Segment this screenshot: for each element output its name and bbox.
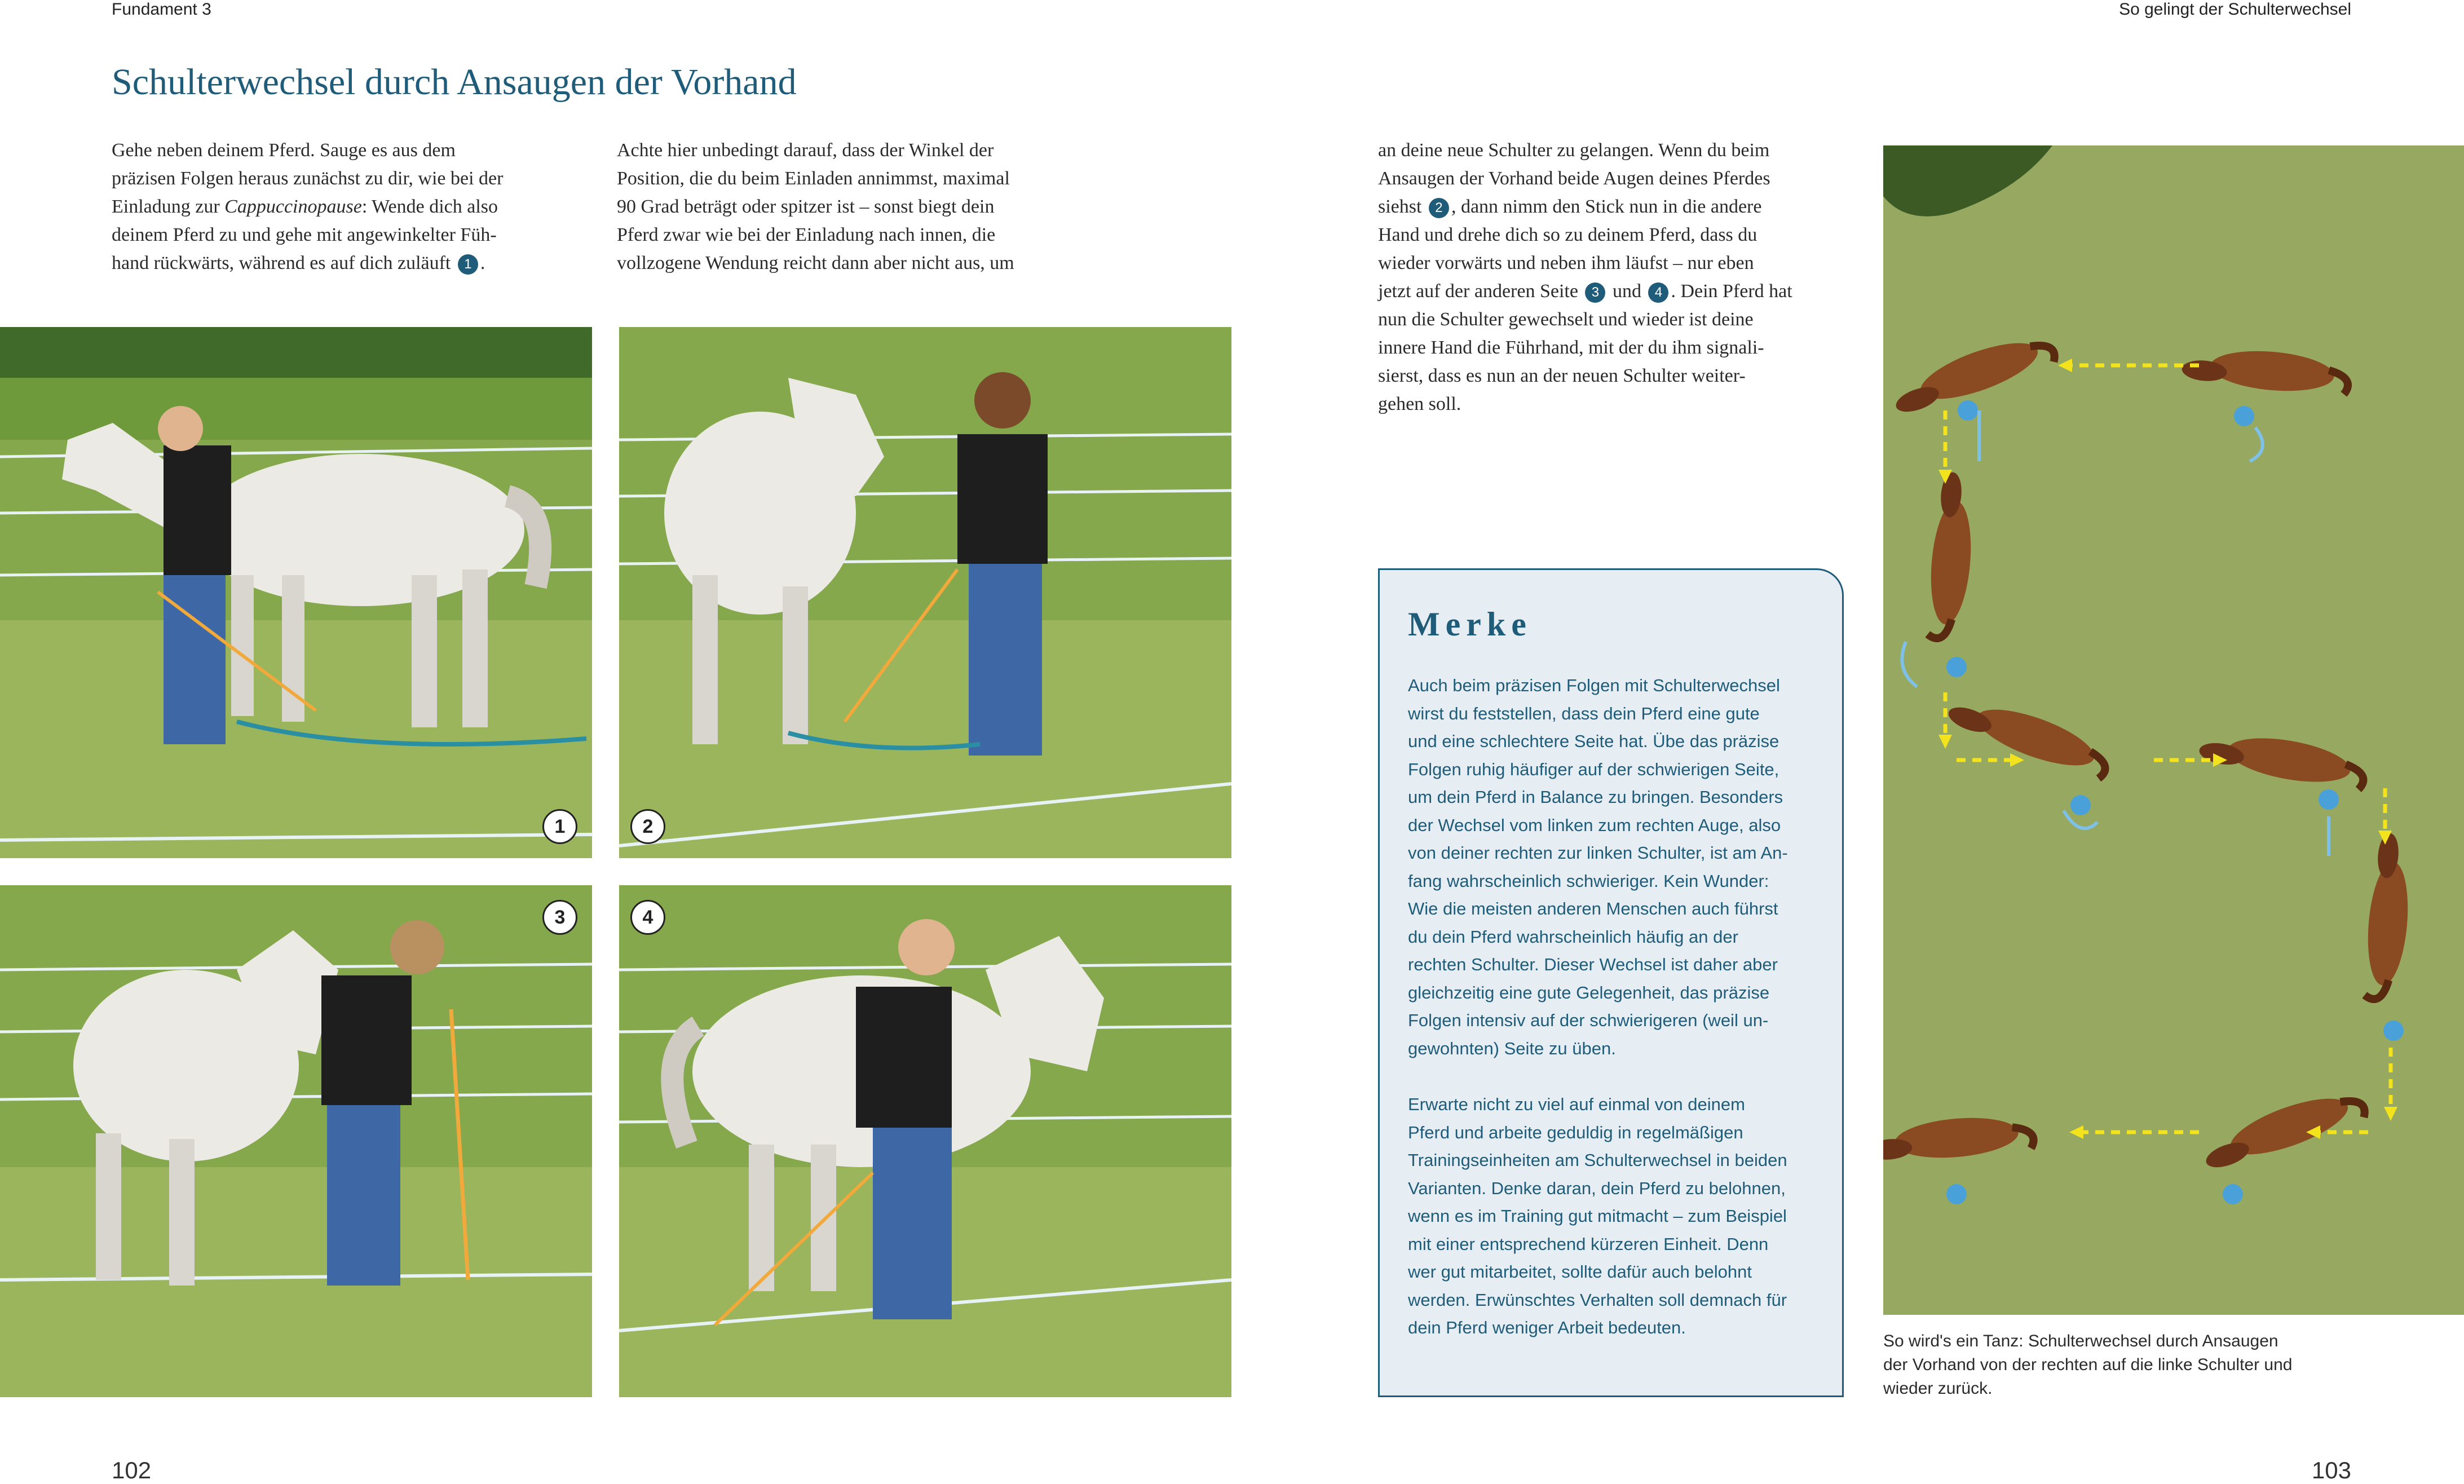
text-line: Pferd zwar wie bei der Einladung nach innen, die <box>617 224 996 245</box>
figure-ref-badge: 1 <box>458 254 478 275</box>
text-line: innere Hand die Führhand, mit der du ihm signali- <box>1378 337 1764 358</box>
text-line: Trainingseinheiten am Schulterwechsel in beiden <box>1408 1150 1787 1170</box>
merke-paragraph-2 <box>1408 1090 1825 1342</box>
text-line: an deine neue Schulter zu gelangen. Wenn du beim <box>1378 140 1770 161</box>
text-line: von deiner rechten zur linken Schulter, ist am An- <box>1408 843 1788 863</box>
caption-line: So wird's ein Tanz: Schulterwechsel durch Ansaugen <box>1883 1332 2278 1350</box>
figure-ref-badge: 4 <box>1648 282 1668 303</box>
figure-ref-badge: 3 <box>1585 282 1605 303</box>
text-line: und eine schlechtere Seite hat. Übe das präzise <box>1408 731 1779 751</box>
merke-paragraph-1 <box>1408 672 1825 1062</box>
text-line: Erwarte nicht zu viel auf einmal von deinem <box>1408 1094 1745 1114</box>
text-line: deinem Pferd zu und gehe mit angewinkelter Füh- <box>112 224 497 245</box>
text-line: Auch beim präzisen Folgen mit Schulterwechsel <box>1408 675 1780 695</box>
text-line: gleichzeitig eine gute Gelegenheit, das präzise <box>1408 982 1770 1002</box>
body-column-2 <box>617 136 1068 277</box>
merke-title: Merke <box>1408 606 1532 643</box>
text-line: Hand und drehe dich so zu deinem Pferd, dass du <box>1378 224 1758 245</box>
photo-3-switch-side <box>0 885 592 1397</box>
text-line: Ansaugen der Vorhand beide Augen deines Pferdes <box>1378 168 1770 189</box>
text-line: du dein Pferd wahrscheinlich häufig an der <box>1408 926 1738 947</box>
text-line: wenn es im Training gut mitmacht – zum Beispiel <box>1408 1206 1787 1226</box>
text-line: mit einer entsprechend kürzeren Einheit. Denn <box>1408 1234 1769 1254</box>
merke-body <box>1408 672 1825 1370</box>
text-line: werden. Erwünschtes Verhalten soll demnach für <box>1408 1289 1787 1310</box>
running-header-right: So gelingt der Schulterwechsel <box>2119 0 2351 19</box>
text-line: Pferd und arbeite geduldig in regelmäßigen <box>1408 1122 1743 1142</box>
text-line: Folgen intensiv auf der schwierigeren (weil un- <box>1408 1010 1769 1030</box>
page-number-left: 102 <box>112 1457 152 1483</box>
text-line: wirst du feststellen, dass dein Pferd eine gute <box>1408 703 1760 723</box>
text-line: Folgen ruhig häufiger auf der schwierigen Seite, <box>1408 759 1779 779</box>
merke-infobox <box>1378 568 1844 1397</box>
text-line: nun die Schulter gewechselt und wieder ist deine <box>1378 309 1754 330</box>
photo-number-badge: 4 <box>630 900 665 935</box>
photo-4-new-shoulder <box>619 885 1231 1397</box>
text-line: der Wechsel vom linken zum rechten Auge, also <box>1408 815 1781 835</box>
text-line: rechten Schulter. Dieser Wechsel ist daher aber <box>1408 955 1778 974</box>
text-line: Einladung zur Cappuccinopause: Wende dich also <box>112 196 498 217</box>
photo-1-horse-approach <box>0 327 592 858</box>
page-number-right: 103 <box>2311 1457 2351 1483</box>
text-line: jetzt auf der anderen Seite 3 und 4 . Dein Pferd hat <box>1378 277 1852 306</box>
text-line: Achte hier unbedingt darauf, dass der Winkel der <box>617 140 994 161</box>
photo-number-badge: 1 <box>542 809 577 844</box>
page-title: Schulterwechsel durch Ansaugen der Vorhand <box>112 61 797 103</box>
text-line: Varianten. Denke daran, dein Pferd zu belohnen, <box>1408 1178 1786 1198</box>
photo-number-badge: 2 <box>630 809 665 844</box>
text-line: Gehe neben deinem Pferd. Sauge es aus dem <box>112 140 456 161</box>
text-line: hand rückwärts, während es auf dich zuläuft 1 . <box>112 249 563 277</box>
text-line: 90 Grad beträgt oder spitzer ist – sonst biegt dein <box>617 196 995 217</box>
text-line: siehst 2 , dann nimm den Stick nun in die andere <box>1378 193 1852 221</box>
text-line: Wie die meisten anderen Menschen auch führst <box>1408 899 1778 918</box>
text-line: präzisen Folgen heraus zunächst zu dir, wie bei der <box>112 168 504 189</box>
body-column-3 <box>1378 136 1852 418</box>
running-header-left: Fundament 3 <box>112 0 211 19</box>
text-line: gewohnten) Seite zu üben. <box>1408 1038 1616 1058</box>
text-line: wieder vorwärts und neben ihm läufst – nur eben <box>1378 253 1754 273</box>
text-line: gehen soll. <box>1378 394 1461 414</box>
text-line: vollzogene Wendung reicht dann aber nicht aus, um <box>617 253 1014 273</box>
text-line: um dein Pferd in Balance zu bringen. Besonders <box>1408 787 1783 807</box>
aerial-shoulder-switch-diagram <box>1883 145 2464 1315</box>
body-column-1 <box>112 136 563 277</box>
caption-line: wieder zurück. <box>1883 1379 1993 1398</box>
figure-ref-badge: 2 <box>1429 198 1449 218</box>
text-line: fang wahrscheinlich schwieriger. Kein Wunder: <box>1408 871 1769 891</box>
text-line: sierst, dass es nun an der neuen Schulter weiter- <box>1378 365 1746 386</box>
text-line: dein Pferd weniger Arbeit bedeuten. <box>1408 1318 1686 1337</box>
photo-2-horse-both-eyes <box>619 327 1231 858</box>
text-line: wer gut mitarbeitet, sollte dafür auch belohnt <box>1408 1262 1752 1282</box>
italic-term: Cappuccinopause <box>224 196 362 217</box>
photo-number-badge: 3 <box>542 900 577 935</box>
figure-caption <box>1883 1330 2368 1401</box>
text-line: Position, die du beim Einladen annimmst, maximal <box>617 168 1010 189</box>
caption-line: der Vorhand von der rechten auf die linke Schulter und <box>1883 1355 2293 1374</box>
